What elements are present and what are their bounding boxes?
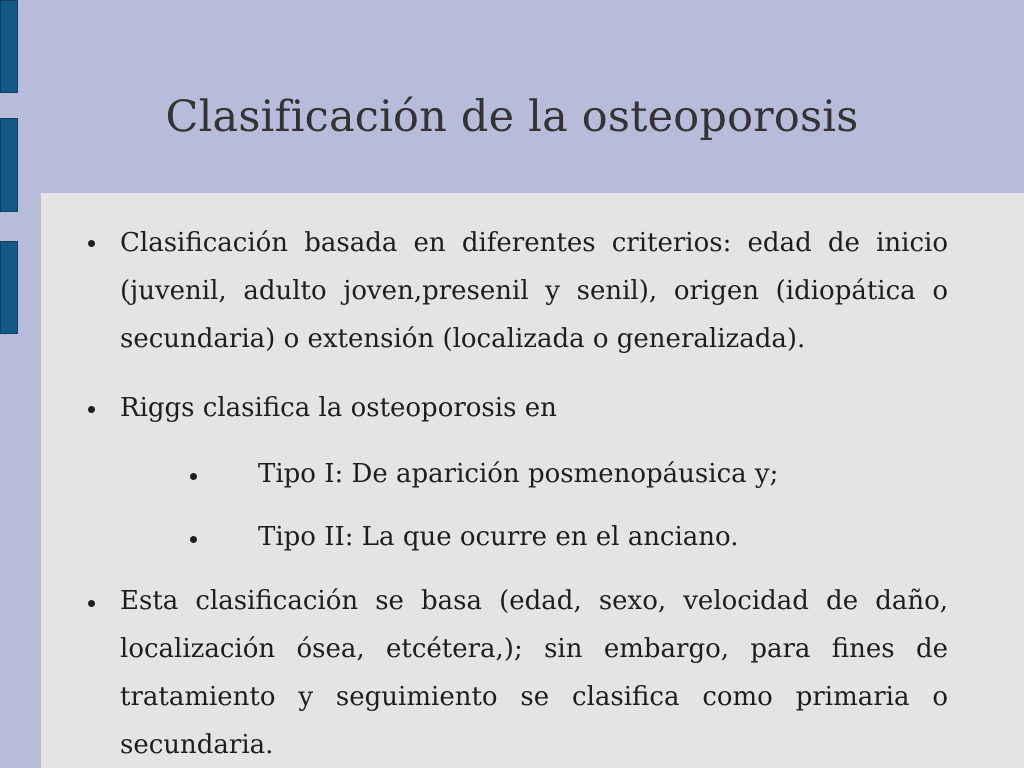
bullet-text-2: Riggs clasifica la osteoporosis en	[120, 393, 557, 423]
decorative-side-bar	[0, 118, 18, 212]
slide-title: Clasificación de la osteoporosis	[165, 92, 859, 142]
bullet-text-1: Clasificación basada en diferentes criterios: edad de inicio (juvenil, adulto joven,presenil y senil), origen (idiopática o secundaria) o extensión (localizada o generalizada).	[120, 228, 948, 354]
bullet-icon	[88, 600, 95, 607]
bullet-icon	[88, 240, 95, 247]
decorative-side-bar	[0, 0, 18, 93]
bullet-icon	[88, 406, 95, 413]
bullet-text-3: Esta clasificación se basa (edad, sexo, velocidad de daño, localización ósea, etcétera,); sin embargo, para fines de tratamiento y seguimiento se clasifica como primaria o secundaria.	[120, 586, 948, 760]
decorative-side-bar	[0, 241, 18, 334]
sub-bullet-icon	[190, 473, 197, 480]
sub-bullet-text-2: Tipo II: La que ocurre en el anciano.	[258, 522, 739, 552]
sub-bullet-text-1: Tipo I: De aparición posmenopáusica y;	[258, 459, 779, 489]
sub-bullet-icon	[190, 536, 197, 543]
